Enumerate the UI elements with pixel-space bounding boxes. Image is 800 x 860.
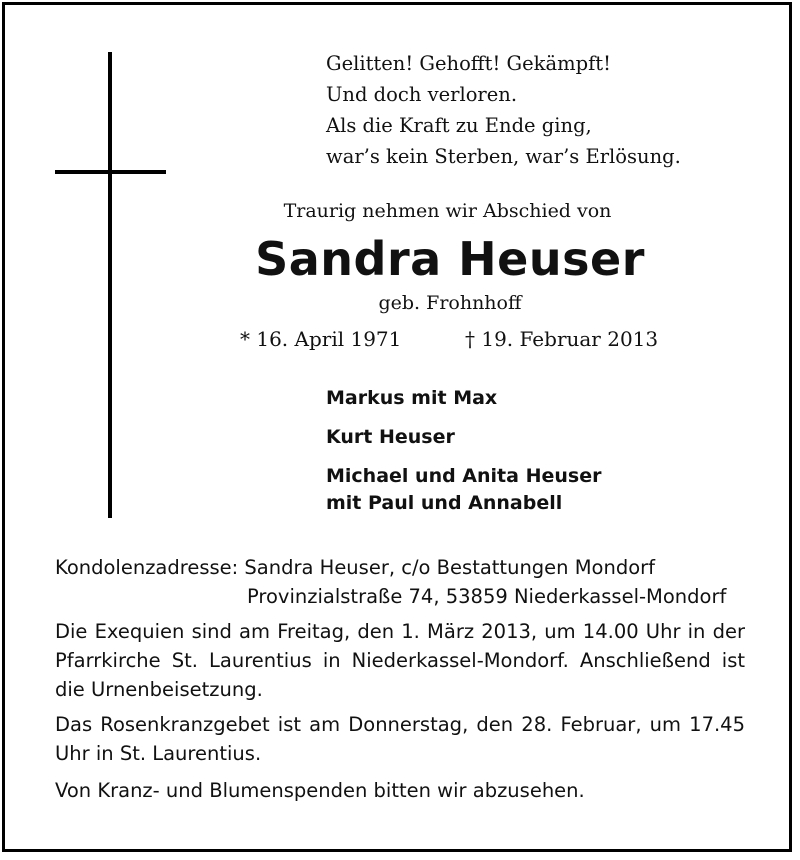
family-entry-line: mit Paul und Annabell	[326, 492, 563, 514]
birth-date: * 16. April 1971	[240, 327, 402, 351]
poem-line: Als die Kraft zu Ende ging,	[326, 114, 592, 137]
condolence-address-street: Provinzialstraße 74, 53859 Niederkassel-Mondorf	[247, 585, 727, 608]
family-entry-line: Kurt Heuser	[326, 426, 455, 448]
flowers-text: Von Kranz- und Blumenspenden bitten wir abzusehen.	[55, 779, 585, 802]
maiden-name: geb. Frohnhoff	[378, 292, 522, 314]
family-entry	[326, 385, 601, 412]
poem-line: Und doch verloren.	[326, 83, 518, 106]
family-entry	[326, 424, 601, 451]
death-date: † 19. Februar 2013	[465, 327, 659, 351]
condolence-address: Kondolenzadresse: Sandra Heuser, c/o Bestattungen Mondorf	[55, 556, 656, 579]
family-entry-line: Markus mit Max	[326, 387, 498, 409]
info-section	[55, 553, 745, 805]
exequien-text: Die Exequien sind am Freitag, den 1. März 2013, um 14.00 Uhr in der Pfarrkirche St. Laurentius in Niederkassel-Mondorf. Anschließend ist die Urnenbeisetzung.	[55, 620, 745, 701]
poem	[326, 48, 681, 172]
family-entry-line: Michael und Anita Heuser	[326, 465, 602, 487]
poem-line: war’s kein Sterben, war’s Erlösung.	[326, 145, 681, 168]
intro-text: Traurig nehmen wir Abschied von	[283, 200, 612, 222]
rosary-text: Das Rosenkranzgebet ist am Donnerstag, den 28. Februar, um 17.45 Uhr in St. Laurentius.	[55, 713, 745, 765]
poem-line: Gelitten! Gehofft! Gekämpft!	[326, 52, 611, 75]
deceased-name: Sandra Heuser	[255, 232, 645, 286]
family-list	[326, 385, 601, 529]
family-entry	[326, 463, 601, 517]
cross-icon-bar	[55, 170, 166, 174]
